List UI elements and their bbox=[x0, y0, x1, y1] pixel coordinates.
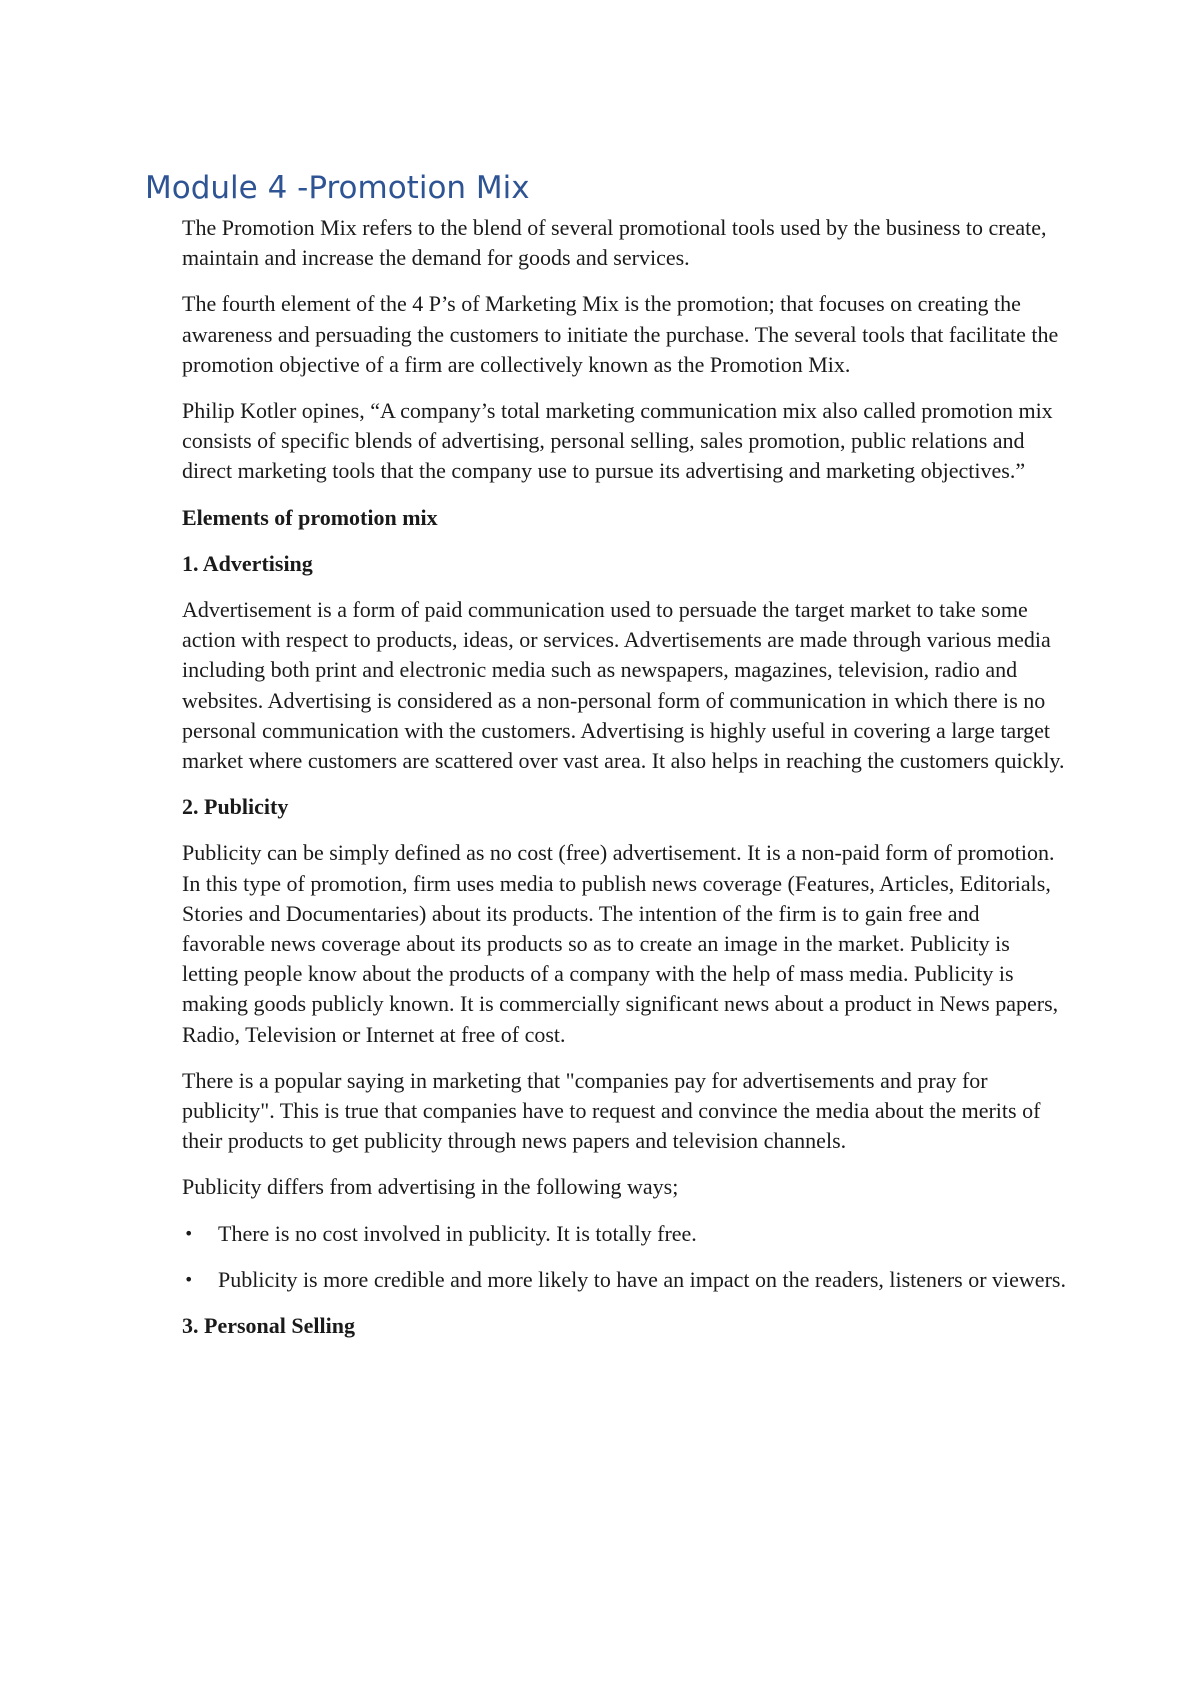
list-item-text: Publicity is more credible and more likely to have an impact on the readers, listeners or viewers. bbox=[218, 1266, 1066, 1292]
list-item-text: There is no cost involved in publicity. It is totally free. bbox=[218, 1220, 697, 1246]
list-item bbox=[182, 1265, 1067, 1295]
publicity-paragraph: Publicity differs from advertising in the following ways; bbox=[182, 1174, 679, 1200]
page-title: Module 4 -Promotion Mix bbox=[145, 170, 530, 206]
publicity-paragraph: There is a popular saying in marketing that "companies pay for advertisements and pray for publicity". This is true that companies have to request and convince the media about the merits of their products to get publicity through news papers and television channels. bbox=[182, 1067, 1041, 1154]
advertising-paragraph: Advertisement is a form of paid communication used to persuade the target market to take some action with respect to products, ideas, or services. Advertisements are made through various media including both print and electronic media such as newspapers, magazines, television, radio and websites. Advertising is considered as a non-personal form of communication in which there is no personal communication with the customers. Advertising is highly useful in covering a large target market where customers are scattered over vast area. It also helps in reaching the customers quickly. bbox=[182, 597, 1065, 774]
bullet-icon: • bbox=[184, 1269, 194, 1289]
publicity-differences-list bbox=[182, 1219, 1067, 1295]
intro-paragraph: The Promotion Mix refers to the blend of several promotional tools used by the business to create, maintain and increase the demand for goods and services. bbox=[182, 215, 1047, 271]
list-item bbox=[182, 1219, 1067, 1249]
document-body bbox=[182, 213, 1067, 1357]
publicity-paragraph: Publicity can be simply defined as no cost (free) advertisement. It is a non-paid form of promotion. In this type of promotion, firm uses media to publish news coverage (Features, Articles, Editorials, Stories and Documentaries) about its products. The intention of the firm is to gain free and favorable news coverage about its products so as to create an image in the market. Publicity is letting people know about the products of a company with the help of mass media. Publicity is making goods publicly known. It is commercially significant news about a product in News papers, Radio, Television or Internet at free of cost. bbox=[182, 840, 1059, 1047]
personal-selling-heading: 3. Personal Selling bbox=[182, 1313, 355, 1339]
advertising-heading: 1. Advertising bbox=[182, 550, 313, 576]
bullet-icon: • bbox=[184, 1223, 194, 1243]
intro-paragraph: The fourth element of the 4 P’s of Marketing Mix is the promotion; that focuses on creating the awareness and persuading the customers to initiate the purchase. The several tools that facilitate the promotion objective of a firm are collectively known as the Promotion Mix. bbox=[182, 291, 1059, 377]
elements-heading: Elements of promotion mix bbox=[182, 504, 438, 530]
publicity-heading: 2. Publicity bbox=[182, 794, 289, 820]
kotler-quote-paragraph: Philip Kotler opines, “A company’s total marketing communication mix also called promotion mix consists of specific blends of advertising, personal selling, sales promotion, public relations and direct marketing tools that the company use to pursue its advertising and marketing objectives.” bbox=[182, 398, 1053, 484]
